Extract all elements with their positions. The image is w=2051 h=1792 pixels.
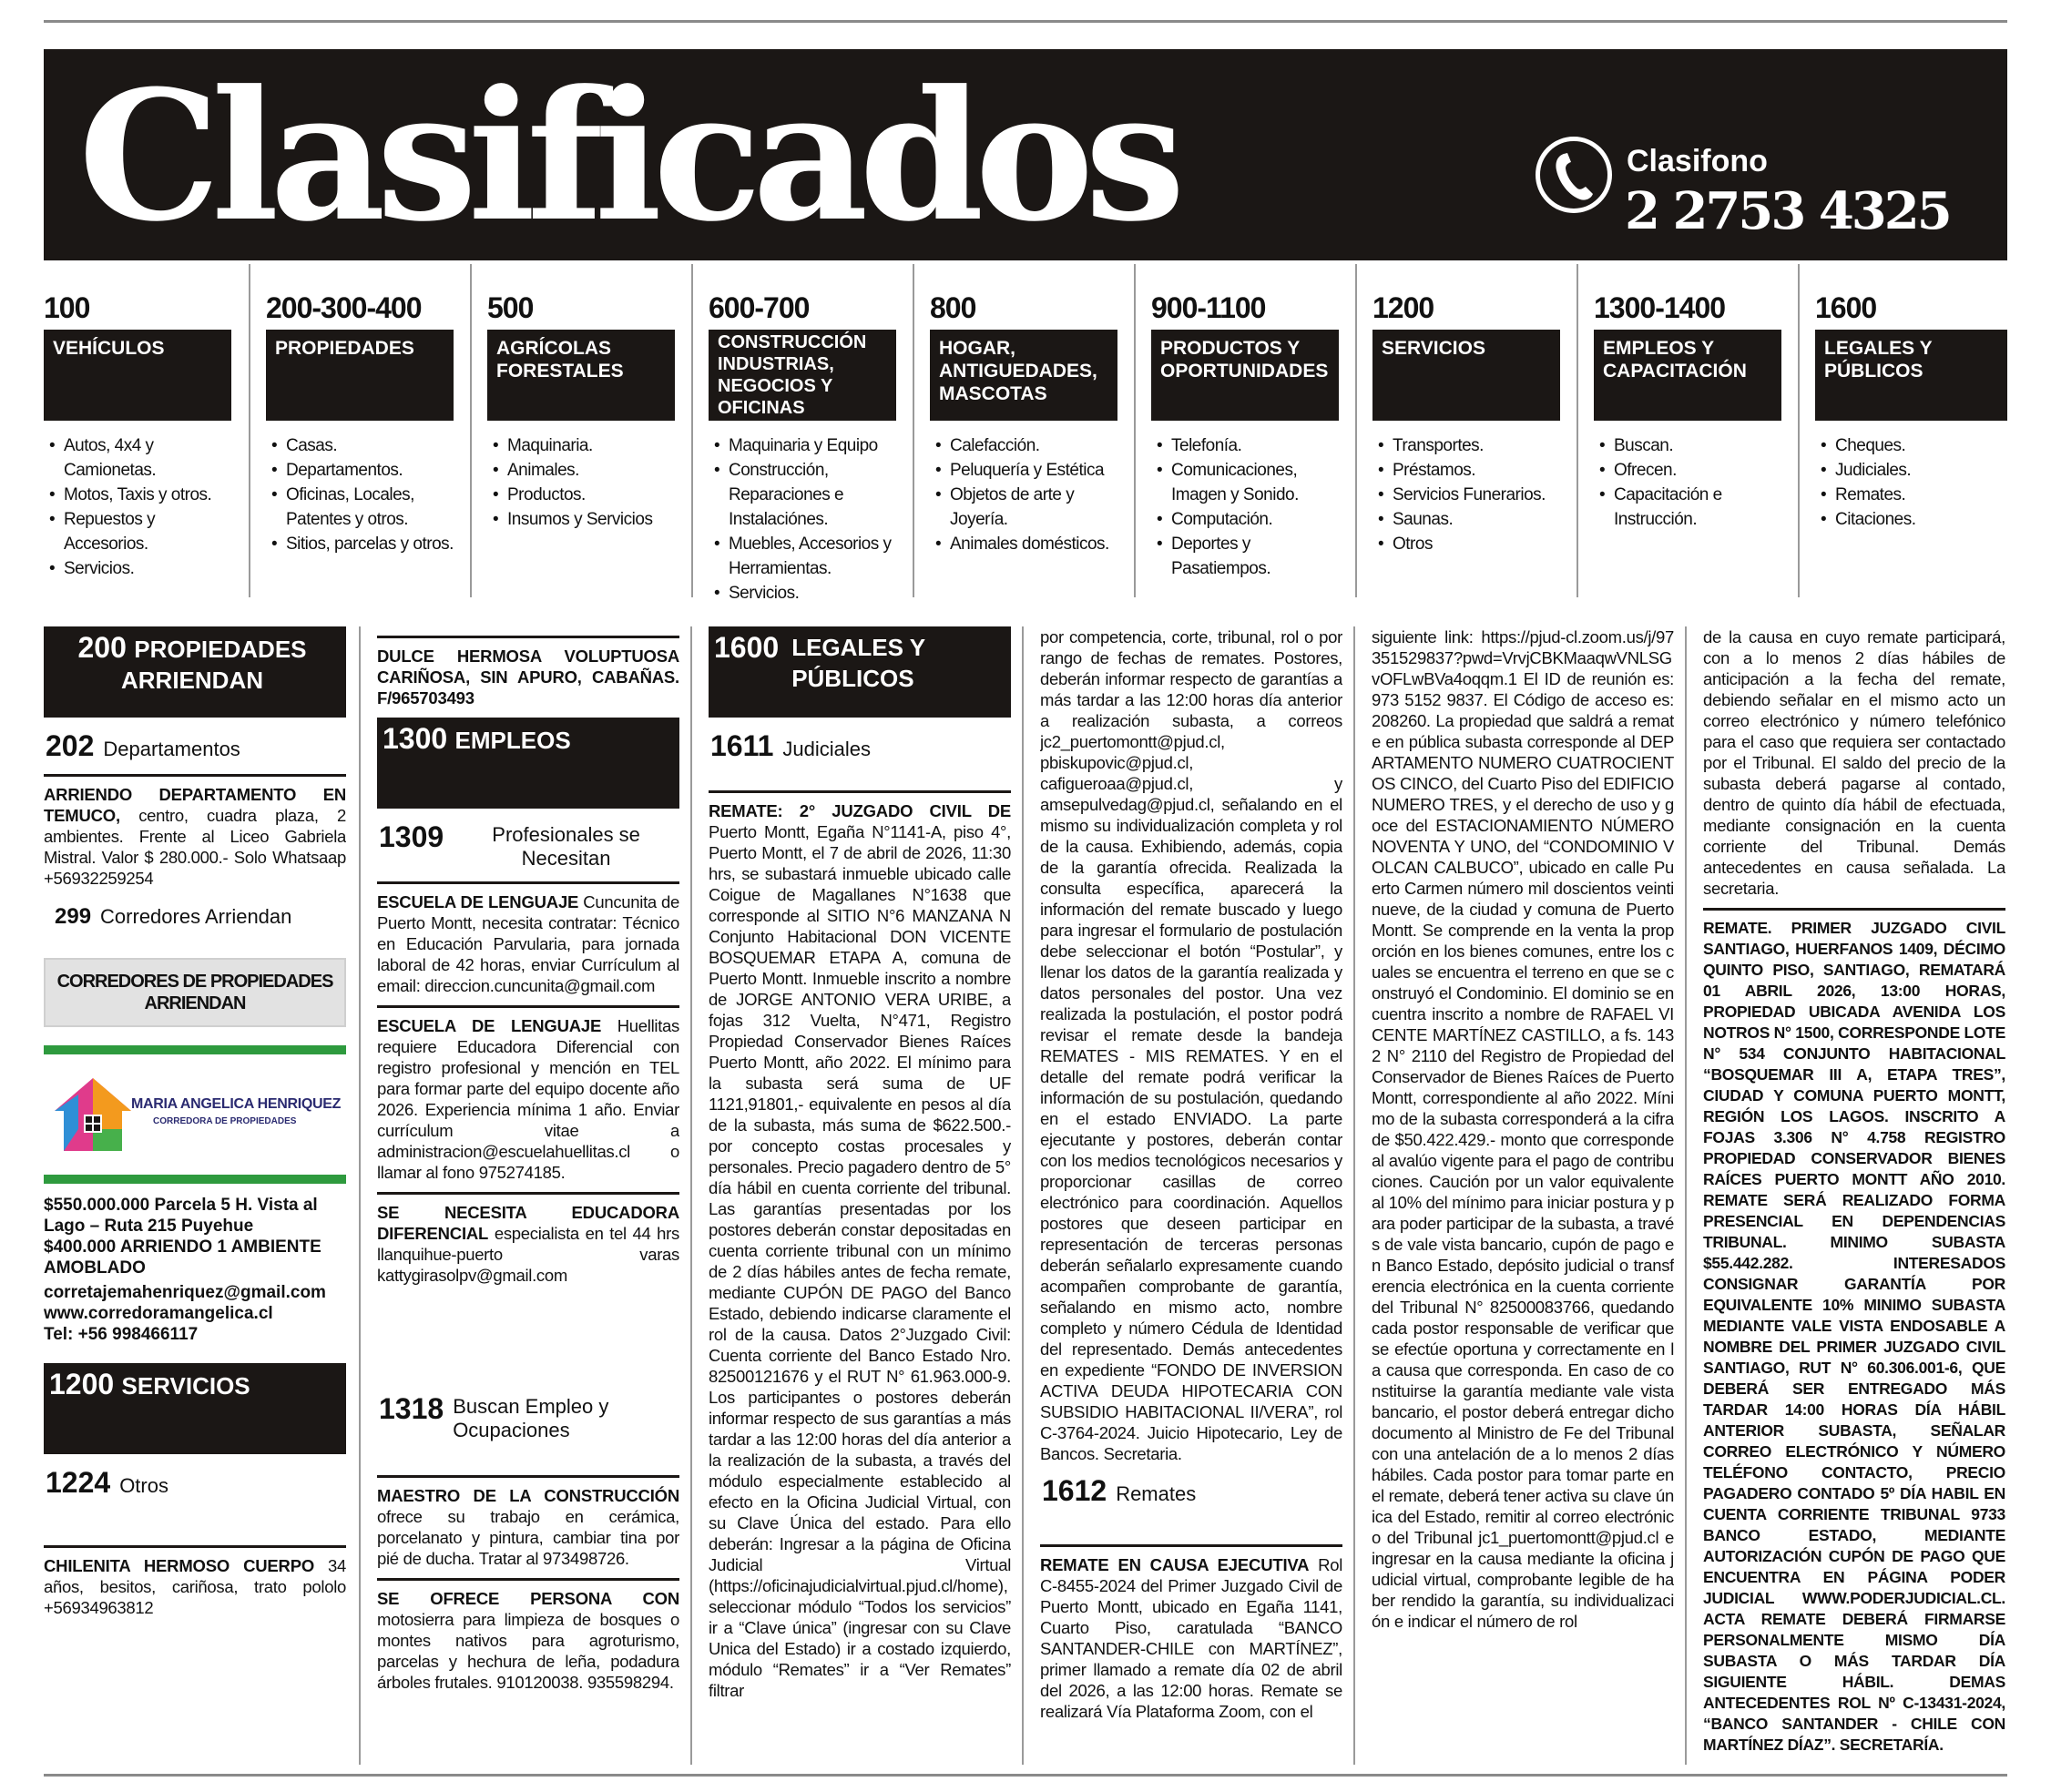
- category-code: 100: [44, 291, 90, 324]
- category-label: CONSTRUCCIÓN INDUSTRIAS, NEGOCIOS Y OFICINAS: [709, 330, 896, 421]
- category-items: [930, 433, 1121, 556]
- category-items: [44, 433, 235, 581]
- category-item: • Citaciones.: [1819, 507, 2007, 532]
- classified-ad: [44, 1555, 346, 1618]
- category-divider: [1134, 264, 1136, 597]
- category-1200: [1372, 264, 1578, 597]
- section-number: 1300: [383, 722, 448, 755]
- category-item: • Objetos de arte y Joyería.: [934, 483, 1121, 532]
- category-item: • Cheques.: [1819, 433, 2007, 458]
- category-item: • Otros: [1376, 532, 1564, 556]
- category-label: PRODUCTOS Y OPORTUNIDADES: [1151, 330, 1339, 421]
- ad-body: siguiente link: https://pjud-cl.zoom.us/j/97351529837?pwd=VrvjCBKMaaqwVNLSGvOFLwBVa4oqqm.1 El ID de reunión es: 973 5152 9837. El Código de acceso es: 208260. La propiedad que saldrá a remate en pública subasta corresponde al DEPARTAMENTO NUMERO CUATROCIENTOS CINCO, del Cuarto Piso del EDIFICIO NUMERO TRES, y el derecho de uso y goce del ESTACIONAMIENTO NÚMERO NOVENTA Y UNO, del “CONDOMINIO VOLCAN CALBUCO”, ubicado en calle Puerto Carmen número mil doscientos veintinueve, de la ciudad y comuna de Puerto Montt. Se comprende en la venta la proporción en los bienes comunes, entre los cuales se encuentra el terreno en que se construyó el Condominio. El dominio se encuentra inscrito a nombre de RAFAEL VICENTE MARTÍNEZ CASTILLO, a fs. 1432 N° 2110 del Registro de Propiedad del Conservador de Bienes Raíces de Puerto Montt, correspondiente al año 2022. Mínimo de la subasta corresponderá a la cifra de $50.422.429.- monto que corresponde al avalúo vigente para el pago de contribuciones. Caución por un valor equivalente al 10% del mínimo para iniciar postura y para poder participar de la subasta, a través de vale vista bancario, cupón de pago en Banco Estado, depósito judicial o transferencia electrónica en la cuenta corriente del Tribunal N° 82500083766, quedando cada postor responsable de verificar que se efectúe oportuna y correctamente en la causa que corresponda. En caso de constituirse la garantía mediante vale vista bancario, el postor deberá entregar dicho documento al Ministro de Fe del Tribunal con una antelación de a lo menos 2 días hábiles. Cada postor para tomar parte en el remate, deberá tener activa su clave única del Estado, remitir al correo electrónico del Tribunal jc1_puertomontt@pjud.cl e ingresar en la causa mediante la oficina judicial virtual, comprobante legible de haber rendido la garantía, su individualización e indicar el número de rol: [1372, 627, 1674, 1631]
- category-code: 500: [487, 291, 534, 324]
- section-rule: [377, 1475, 679, 1478]
- agency-phone: Tel: +56 998466117: [44, 1325, 199, 1344]
- section-rule: [709, 790, 1011, 793]
- category-100: [44, 264, 250, 597]
- clasifono-number: 2 2753 4325: [1625, 181, 1950, 241]
- section-label: PROPIEDADES ARRIENDAN: [121, 636, 307, 694]
- section-rule: [377, 1578, 679, 1581]
- category-item: • Servicios Funerarios.: [1376, 483, 1564, 507]
- subsection-label: Remates: [1116, 1482, 1197, 1505]
- category-items: [487, 433, 679, 532]
- house-logo-icon: [51, 1074, 135, 1155]
- section-rule: [1703, 908, 2005, 911]
- subsection-header: [46, 729, 346, 763]
- category-label: PROPIEDADES: [266, 330, 454, 421]
- subsection-header: [46, 1466, 346, 1500]
- clasifono-label: Clasifono: [1627, 144, 1768, 178]
- section-rule: [44, 774, 346, 777]
- classified-ad: [1703, 626, 2005, 899]
- ad-body: 34 años, besitos, cariñosa, trato pololo +56934963812: [44, 1556, 346, 1617]
- ad-body: especialista en tel 44 hrs llanquihue-puerto varas kattygirasolpv@gmail.com: [377, 1224, 679, 1285]
- column-4: [1040, 626, 1342, 1756]
- masthead-title: Clasificados: [78, 52, 1177, 261]
- ad-headline: ESCUELA DE LENGUAJE: [377, 1016, 602, 1035]
- column-divider: [359, 626, 361, 1765]
- category-item: • Maquinaria y Equipo: [712, 433, 900, 458]
- bottom-rule: [44, 1774, 2007, 1777]
- ad-headline: CHILENITA HERMOSO CUERPO: [44, 1556, 315, 1575]
- category-item: • Capacitación e Instrucción.: [1597, 483, 1785, 532]
- ad-headline: ARRIENDO DEPARTAMENTO EN TEMUCO,: [44, 785, 346, 825]
- column-5: [1372, 626, 1674, 1756]
- column-2: [377, 626, 679, 1756]
- category-item: • Repuestos y Accesorios.: [47, 507, 235, 556]
- ad-body: Huellitas requiere Educadora Diferencial con registro profesional y mención en TEL para formar parte del equipo docente año 2026. Experiencia mínima 1 año. Enviar currículum vitae a administracion@escuelahuellitas.cl o llamar al fono 975274185.: [377, 1016, 679, 1182]
- agency-subtitle: CORREDORA DE PROPIEDADES: [153, 1116, 297, 1126]
- category-item: • Construcción, Reparaciones e Instalaciónes.: [712, 458, 900, 532]
- category-1600: [1815, 264, 2007, 597]
- subsection-label: Otros: [119, 1474, 168, 1497]
- category-item: • Oficinas, Locales, Patentes y otros.: [270, 483, 457, 532]
- classified-ad: [44, 784, 346, 889]
- ad-body: motosierra para limpieza de bosques o montes nativos para agroturismo, parcelas y hechura de leña, podadura árboles frutales. 910120038. 935598294.: [377, 1610, 679, 1692]
- category-code: 1300-1400: [1594, 291, 1726, 324]
- section-header-legales: [709, 626, 1011, 718]
- subsection-label: Corredores Arriendan: [100, 905, 292, 928]
- category-code: 200-300-400: [266, 291, 422, 324]
- subsection-number: 299: [55, 904, 92, 929]
- ad-headline: SE OFRECE PERSONA CON: [377, 1589, 679, 1608]
- ad-body: ofrece su trabajo en cerámica, porcelanato y pintura, cambiar tina por pié de ducha. Tratar al 973498726.: [377, 1507, 679, 1568]
- category-code: 900-1100: [1151, 291, 1266, 324]
- category-item: • Buscan.: [1597, 433, 1785, 458]
- agency-logo: [44, 1054, 346, 1175]
- ad-headline: SE NECESITA EDUCADORA DIFERENCIAL: [377, 1203, 679, 1243]
- classified-ad: [377, 1588, 679, 1693]
- category-item: • Animales domésticos.: [934, 532, 1121, 556]
- classified-ad: [1703, 918, 2005, 1756]
- category-items: [1594, 433, 1785, 532]
- category-item: • Saunas.: [1376, 507, 1564, 532]
- column-3: [709, 626, 1011, 1756]
- category-item: • Animales.: [491, 458, 679, 483]
- section-rule: [377, 1005, 679, 1008]
- category-item: • Sitios, parcelas y otros.: [270, 532, 457, 556]
- category-items: [266, 433, 457, 556]
- classified-ad: [1040, 1554, 1342, 1722]
- category-label: VEHÍCULOS: [44, 330, 231, 421]
- section-header-propiedades: [44, 626, 346, 718]
- classified-ad: [377, 1202, 679, 1286]
- ad-headline: ESCUELA DE LENGUAJE: [377, 892, 579, 911]
- section-header-empleos: [377, 718, 679, 809]
- category-item: • Casas.: [270, 433, 457, 458]
- classified-ad: [377, 646, 679, 708]
- column-divider: [1685, 626, 1687, 1765]
- classified-ad: [1372, 626, 1674, 1632]
- category-item: • Muebles, Accesorios y Herramientas.: [712, 532, 900, 581]
- ad-body: centro, cuadra plaza, 2 ambientes. Frente al Liceo Gabriela Mistral. Valor $ 280.000.- Solo Whatsaap +56932259254: [44, 806, 346, 888]
- column-divider: [1353, 626, 1355, 1765]
- subsection-number: 1611: [710, 729, 774, 762]
- category-divider: [913, 264, 914, 597]
- subsection-label: Departamentos: [103, 738, 240, 760]
- category-1300-1400: [1594, 264, 1800, 597]
- agency-email: corretajemahenriquez@gmail.com: [44, 1283, 326, 1302]
- section-number: 1600: [714, 631, 780, 664]
- category-item: • Ofrecen.: [1597, 458, 1785, 483]
- ad-body: por competencia, corte, tribunal, rol o por rango de fechas de remates. Postores, deberán informar respecto de garantías a más tardar a las 12:00 horas día anterior a realización subasta, a correos jc2_puertomontt@pjud.cl, pbiskupovic@pjud.cl, cafigueroaa@pjud.cl, y amsepulvedag@pjud.cl, señalando en el mismo su individualización completa y rol de la causa. Exhibiendo, además, copia de la garantía ofrecida. Realizada la consulta específica, aparecerá la información del remate buscado y luego para ingresar el formulario de postulación debe seleccionar el botón “Postular”, y llenar los datos de la garantía realizada y datos personales del postor. Una vez realizada la postulación, el postor podrá revisar el remate desde la bandeja REMATES - MIS REMATES. Y en el detalle del remate podrá verificar la información de su postulación, quedando en el estado ENVIADO. La parte ejecutante y postores, deberán contar con los medios tecnológicos necesarios y proporcionar casillas de correo electrónico para coordinación. Aquellos postores que deseen participar en representación de terceras personas deberán señalarlo expresamente cuando acompañen comprobante de garantía, señalando en mismo acto, nombre completo y número Cédula de Identidad del representado. Demás antecedentes en expediente “FONDO DE INVERSION ACTIVA DEUDA HIPOTECARIA CON SUBSIDIO HABITACIONAL II/VERA”, rol C-3764-2024. Juicio Hipotecario, Ley de Bancos. Secretaria.: [1040, 627, 1342, 1463]
- section-rule: [44, 1545, 346, 1548]
- agency-name: MARIA ANGELICA HENRIQUEZ: [131, 1096, 342, 1112]
- category-label: EMPLEOS Y CAPACITACIÓN: [1594, 330, 1781, 421]
- masthead: [44, 49, 2007, 260]
- category-800: [930, 264, 1136, 597]
- category-items: [1372, 433, 1564, 556]
- category-item: • Departamentos.: [270, 458, 457, 483]
- category-200-300-400: [266, 264, 472, 597]
- category-item: • Préstamos.: [1376, 458, 1564, 483]
- category-600-700: [709, 264, 914, 603]
- subsection-number: 1318: [379, 1392, 444, 1425]
- ad-headline: REMATE EN CAUSA EJECUTIVA: [1040, 1555, 1310, 1574]
- classified-ad: [377, 1015, 679, 1183]
- subsection-number: 1224: [46, 1466, 111, 1499]
- category-item: • Judiciales.: [1819, 458, 2007, 483]
- agency-website: www.corredoramangelica.cl: [44, 1304, 273, 1323]
- category-item: • Transportes.: [1376, 433, 1564, 458]
- corredores-banner: CORREDORES DE PROPIEDADES ARRIENDAN: [44, 958, 346, 1027]
- phone-icon: [1536, 137, 1612, 213]
- ad-body: Puerto Montt, Egaña N°1141-A, piso 4°, Puerto Montt, el 7 de abril de 2026, 11:30 hrs, se subastará inmueble ubicado calle Coigue de Magallanes N°1638 que corresponde al SITIO N°6 MANZANA N Conjunto Habitacional DON VICENTE BOSQUEMAR ETAPA A, comuna de Puerto Montt. Inmueble inscrito a nombre de JORGE ANTONIO VERA URIBE, a fojas 312 Vuelta, N°471, Registro Propiedad Conservador Bienes Raíces Puerto Montt, año 2022. El mínimo para la subasta será suma de UF 1121,91801,- equivalente en pesos al día de la subasta, más suma de $622.500.- por concepto costas procesales y personales. Precio pagadero dentro de 5° día hábil en cuenta corriente del tribunal. Las garantías presentadas por los postores deberán constar depositadas en cuenta corriente tribunal con un mínimo de 2 días hábiles antes de fecha remate, mediante CUPÓN DE PAGO del Banco Estado, debiendo indicarse claramente el rol de la causa. Datos 2°Juzgado Civil: Cuenta corriente del Banco Estado Nro. 82500121676 y el RUT N° 61.963.000-9. Los participantes o postores deberán informar respecto de sus garantías a más tardar a las 12:00 horas del día anterior a la realización de la subasta, a través del módulo especialmente establecido al efecto en la Oficina Judicial Virtual, con su Clave Única del estado. Para ello deberán: Ingresar a la página de Oficina Judicial Virtual (https://oficinajudicialvirtual.pjud.cl/home), seleccionar módulo “Todos los servicios” ir a “Clave única” (ingresar con su Clave Unica del Estado) ir a costado izquierdo, módulo “Remates” ir a “Ver Remates” filtrar: [709, 822, 1011, 1700]
- category-label: AGRÍCOLAS FORESTALES: [487, 330, 675, 421]
- category-code: 1600: [1815, 291, 1877, 324]
- category-divider: [249, 264, 250, 597]
- subsection-header: [379, 1392, 679, 1442]
- category-label: SERVICIOS: [1372, 330, 1560, 421]
- section-rule: [377, 881, 679, 884]
- category-item: • Computación.: [1155, 507, 1342, 532]
- classified-ad: [1040, 626, 1342, 1464]
- category-code: 600-700: [709, 291, 810, 324]
- category-item: • Maquinaria.: [491, 433, 679, 458]
- category-divider: [1577, 264, 1578, 597]
- category-items: [709, 433, 900, 606]
- category-item: • Remates.: [1819, 483, 2007, 507]
- section-rule: [1040, 1544, 1342, 1547]
- ad-body: de la causa en cuyo remate participará, con a lo menos 2 días hábiles de anticipación a la fecha del remate, debiendo señalar en el mismo acto un correo electrónico y número telefónico para el caso que requiera ser contactado por el Tribunal. El saldo del precio de la subasta deberá pagarse al contado, dentro de quinto día hábil de efectuada, mediante consignación en la cuenta corriente del Tribunal. Demás antecedentes en causa señalada. La secretaria.: [1703, 627, 2005, 898]
- ad-body: Rol C-8455-2024 del Primer Juzgado Civil de Puerto Montt, ubicado en Egaña 1141, Cuarto Piso, caratulada “BANCO SANTANDER-CHILE con MARTÍNEZ”, primer llamado a remate día 02 de abril del 2026, a las 12:00 horas. Remate se realizará Vía Plataforma Zoom, con el: [1040, 1555, 1342, 1721]
- category-code: 800: [930, 291, 976, 324]
- category-item: • Telefonía.: [1155, 433, 1342, 458]
- category-items: [1151, 433, 1342, 581]
- section-rule: [377, 1192, 679, 1195]
- category-divider: [1798, 264, 1800, 597]
- subsection-label: Profesionales se Necesitan: [492, 823, 640, 870]
- category-500: [487, 264, 693, 597]
- ad-body: REMATE. PRIMER JUZGADO CIVIL SANTIAGO, HUERFANOS 1409, DÉCIMO QUINTO PISO, SANTIAGO, REMATARÁ 01 ABRIL 2026, 13:00 HORAS, PROPIEDAD UBICADA AVENIDA LOS NOTROS N° 1500, CORRESPONDE LOTE N° 534 CONJUNTO HABITACIONAL “BOSQUEMAR III A, ETAPA TRES”, CIUDAD Y COMUNA PUERTO MONTT, REGIÓN LOS LAGOS. INSCRITO A FOJAS 3.306 N° 4.758 REGISTRO PROPIEDAD CONSERVADOR BIENES RAÍCES PUERTO MONTT AÑO 2010. REMATE SERÁ REALIZADO FORMA PRESENCIAL EN DEPENDENCIAS TRIBUNAL. MINIMO SUBASTA $55.442.282. INTERESADOS CONSIGNAR GARANTÍA POR EQUIVALENTE 10% MINIMO SUBASTA MEDIANTE VALE VISTA ENDOSABLE A NOMBRE DEL PRIMER JUZGADO CIVIL SANTIAGO, RUT N° 60.306.001-6, QUE DEBERÁ SER ENTREGADO MÁS TARDAR 14:00 HORAS DÍA HÁBIL ANTERIOR SUBASTA, SEÑALAR CORREO ELECTRÓNICO Y NÚMERO TELÉFONO CONTACTO, PRECIO PAGADERO CONTADO 5º DÍA HABIL EN CUENTA CORRIENTE TRIBUNAL 9733 BANCO ESTADO, MEDIANTE AUTORIZACIÓN CUPÓN DE PAGO QUE ENCUENTRA EN PÁGINA PODER JUDICIAL WWW.PODERJUDICIAL.CL. ACTA REMATE DEBERÁ FIRMARSE PERSONALMENTE MISMO DÍA SUBASTA O MÁS TARDAR DÍA SIGUIENTE HÁBIL. DEMAS ANTECEDENTES ROL Nº C-13431-2024, “BANCO SANTANDER - CHILE CON MARTÍNEZ DÍAZ”. SECRETARÍA.: [1703, 919, 2005, 1754]
- column-divider: [690, 626, 692, 1765]
- column-divider: [1022, 626, 1024, 1765]
- top-rule: [44, 20, 2007, 23]
- classified-ad: [377, 891, 679, 996]
- subsection-label: Judiciales: [782, 738, 872, 760]
- subsection-number: 202: [46, 729, 95, 762]
- category-item: • Servicios.: [712, 581, 900, 606]
- category-item: • Motos, Taxis y otros.: [47, 483, 235, 507]
- ad-headline: DULCE HERMOSA VOLUPTUOSA CARIÑOSA, SIN APURO, CABAÑAS. F/965703493: [377, 647, 679, 708]
- subsection-number: 1309: [379, 820, 444, 853]
- category-items: [1815, 433, 2007, 532]
- category-label: HOGAR, ANTIGUEDADES, MASCOTAS: [930, 330, 1117, 421]
- subsection-header: [1042, 1474, 1342, 1508]
- listing-arriendo: $400.000 ARRIENDO 1 AMBIENTE AMOBLADO: [44, 1237, 321, 1278]
- category-item: • Insumos y Servicios: [491, 507, 679, 532]
- category-item: • Comunicaciones, Imagen y Sonido.: [1155, 458, 1342, 507]
- category-item: • Deportes y Pasatiempos.: [1155, 532, 1342, 581]
- column-6: [1703, 626, 2005, 1756]
- subsection-label: Buscan Empleo y Ocupaciones: [453, 1395, 609, 1441]
- section-rule: [377, 636, 679, 638]
- subsection-header: [379, 820, 679, 871]
- listing-parcela: $550.000.000 Parcela 5 H. Vista al Lago – Ruta 215 Puyehue: [44, 1196, 318, 1236]
- category-label: LEGALES Y PÚBLICOS: [1815, 330, 2007, 421]
- ad-body: Cuncunita de Puerto Montt, necesita contratar: Técnico en Educación Parvularia, para jornada laboral de 42 horas, enviar Currículum al email: direccion.cuncunita@gmail.com: [377, 892, 679, 995]
- category-900-1100: [1151, 264, 1357, 597]
- classified-ad: [709, 800, 1011, 1701]
- section-label: LEGALES Y PÚBLICOS: [791, 634, 925, 692]
- category-divider: [691, 264, 693, 597]
- column-1: [44, 626, 346, 1756]
- subsection-header: [710, 729, 1011, 763]
- category-item: • Servicios.: [47, 556, 235, 581]
- category-divider: [1355, 264, 1357, 597]
- subsection-number: 1612: [1042, 1474, 1107, 1507]
- green-bar: [44, 1175, 346, 1184]
- category-divider: [470, 264, 472, 597]
- ad-headline: MAESTRO DE LA CONSTRUCCIÓN: [377, 1486, 679, 1505]
- section-header-servicios: [44, 1363, 346, 1454]
- section-number: 200: [77, 631, 127, 664]
- category-item: • Peluquería y Estética: [934, 458, 1121, 483]
- ad-headline: REMATE: 2° JUZGADO CIVIL DE: [709, 801, 1011, 820]
- green-bar: [44, 1045, 346, 1054]
- section-label: EMPLEOS: [454, 727, 571, 754]
- category-code: 1200: [1372, 291, 1434, 324]
- section-number: 1200: [49, 1368, 115, 1400]
- category-item: • Autos, 4x4 y Camionetas.: [47, 433, 235, 483]
- classified-ad: [377, 1485, 679, 1569]
- category-item: • Calefacción.: [934, 433, 1121, 458]
- category-item: • Productos.: [491, 483, 679, 507]
- subsection-header: [55, 903, 346, 931]
- section-label: SERVICIOS: [121, 1372, 250, 1400]
